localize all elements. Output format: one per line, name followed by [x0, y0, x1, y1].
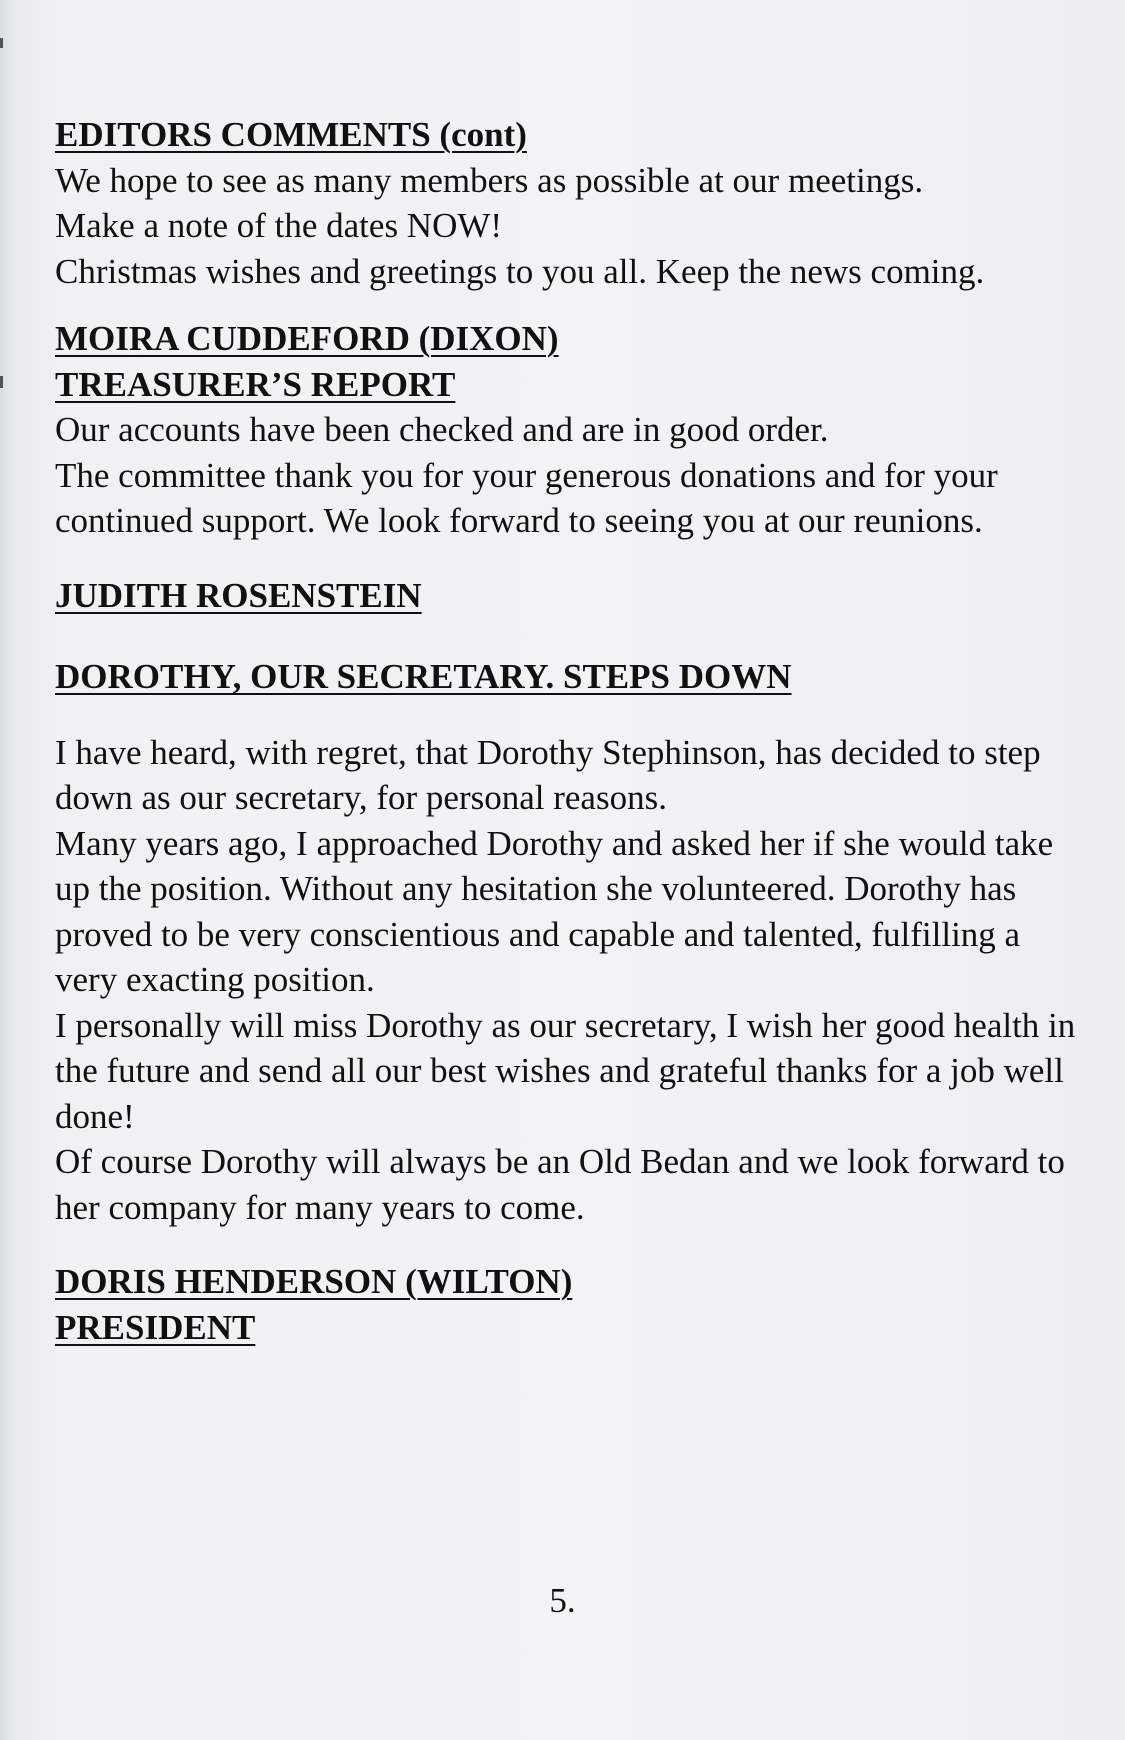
author-heading: DORIS HENDERSON (WILTON): [55, 1262, 573, 1301]
paragraph: Christmas wishes and greetings to you all. Keep the news coming.: [55, 251, 985, 291]
section-heading: EDITORS COMMENTS (cont): [55, 115, 527, 154]
paragraph: Of course Dorothy will always be an Old Bedan and we look forward to her company for many years to come.: [55, 1142, 1065, 1227]
paragraph: Many years ago, I approached Dorothy and asked her if she would take up the position. Without any hesitation she volunteered. Dorothy has proved to be very conscientious and capable and talented, fulfilling a very exacting position.: [55, 823, 1054, 999]
author-heading: JUDITH ROSENSTEIN: [55, 575, 422, 615]
author-heading: MOIRA CUDDEFORD (DIXON): [55, 319, 559, 358]
paragraph: I have heard, with regret, that Dorothy Stephinson, has decided to step down as our secretary, for personal reasons.: [55, 732, 1041, 817]
section-author-judith: [55, 573, 1085, 619]
section-editors-comments: [55, 112, 1085, 294]
paragraph: The committee thank you for your generous donations and for your continued support. We look forward to seeing you at our reunions.: [55, 455, 998, 540]
page-number: 5.: [549, 1581, 576, 1620]
scan-edge-mark: [0, 38, 3, 48]
page-content: [55, 112, 1085, 1350]
section-heading: TREASURER’S REPORT: [55, 364, 456, 404]
section-author-doris: [55, 1259, 1085, 1350]
scan-edge-mark: [0, 376, 3, 388]
section-secretary-steps-down: [55, 654, 1085, 1230]
section-heading: DOROTHY, OUR SECRETARY. STEPS DOWN: [55, 657, 792, 696]
section-treasurers-report: [55, 316, 1085, 544]
paragraph: We hope to see as many members as possible at our meetings.: [55, 160, 924, 200]
author-title: PRESIDENT: [55, 1307, 256, 1347]
paragraph: Our accounts have been checked and are in good order.: [55, 410, 829, 449]
paragraph: I personally will miss Dorothy as our secretary, I wish her good health in the future and send all our best wishes and grateful thanks for a job well done!: [55, 1005, 1076, 1136]
paragraph: Make a note of the dates NOW!: [55, 206, 503, 245]
